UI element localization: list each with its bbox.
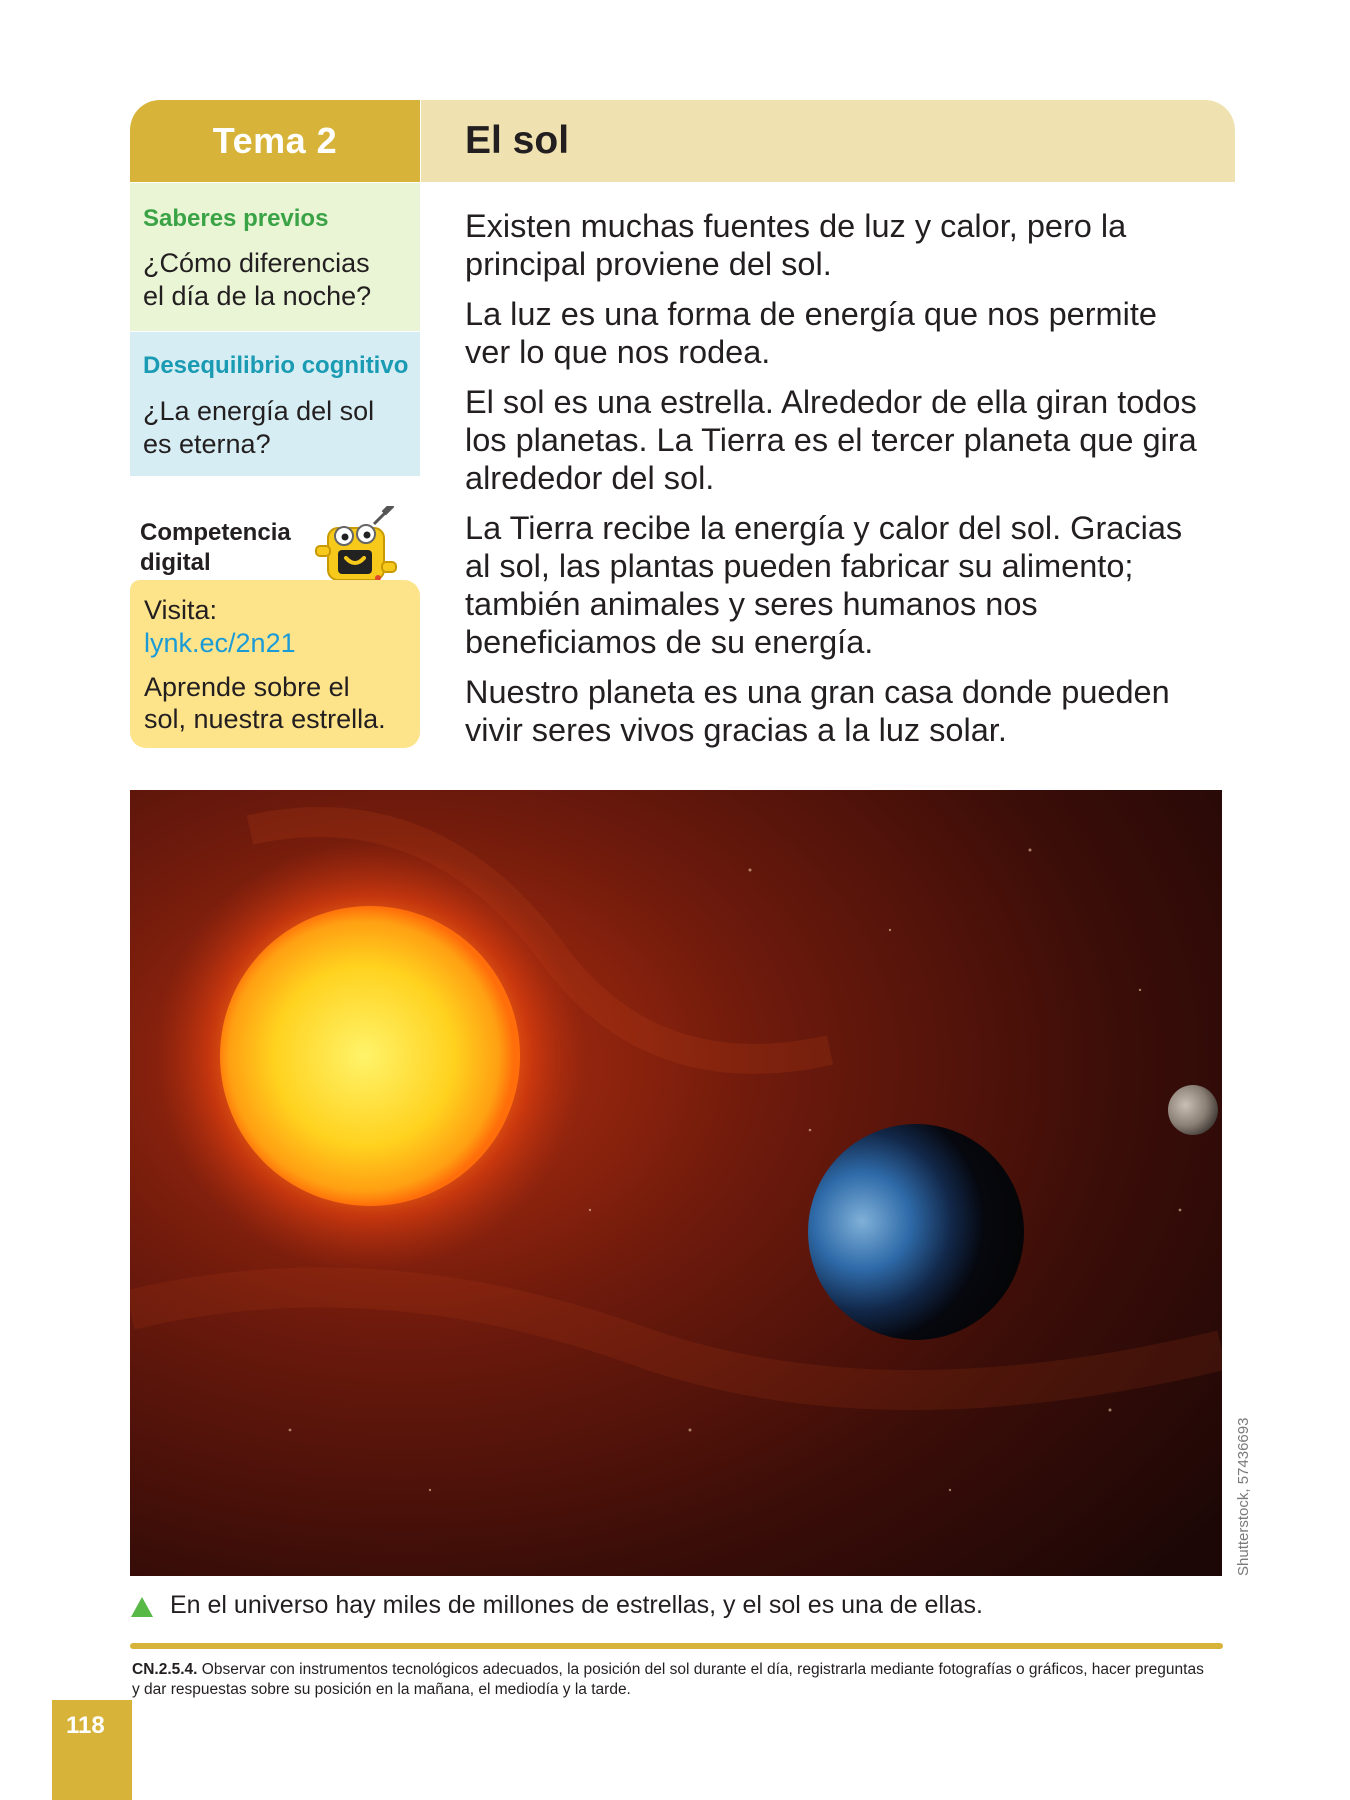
text-line: Nuestro planeta es una gran casa donde pueden: [465, 674, 1170, 710]
competencia-line: Competencia: [140, 519, 291, 546]
visita-word: Visita: [144, 595, 210, 625]
aprende-line-2: sol, nuestra estrella.: [144, 704, 386, 734]
text-line: alrededor del sol.: [465, 460, 715, 496]
title-band: [421, 100, 1235, 182]
aprende-word: Aprende: [144, 672, 247, 702]
curriculum-standard: [132, 1660, 1225, 1700]
standard-text-2: y dar respuestas sobre su posición en la mañana, el mediodía y la tarde.: [132, 1681, 631, 1698]
paragraph: [465, 207, 1245, 283]
aprende-line: [144, 671, 350, 703]
page-title: El sol: [465, 119, 570, 162]
paragraph: [465, 383, 1245, 497]
aprende-rest: sobre el: [246, 672, 350, 702]
text-line: al sol, las plantas pueden fabricar su alimento;: [465, 548, 1134, 584]
text-line: ver lo que nos rodea.: [465, 334, 771, 370]
saberes-previos-title: Saberes previos: [143, 205, 329, 232]
standard-text-1: Observar con instrumentos tecnológicos adecuados, la posición del sol durante el día, registrarla mediante fotografías o gráficos, hacer preguntas: [197, 1661, 1204, 1678]
desequilibrio-line: es eterna?: [143, 429, 271, 459]
tema-label: Tema 2: [212, 120, 338, 161]
text-line: también animales y seres humanos nos: [465, 586, 1038, 622]
text-line: Existen muchas fuentes de luz y calor, pero la: [465, 208, 1127, 244]
desequilibrio-question: [143, 395, 413, 461]
link-lynk[interactable]: lynk.ec/2n21: [144, 628, 296, 658]
text-line: La Tierra recibe la energía y calor del sol. Gracias: [465, 510, 1183, 546]
visita-line: [144, 594, 217, 626]
text-line: vivir seres vivos gracias a la luz solar.: [465, 712, 1007, 748]
desequilibrio-title: Desequilibrio cognitivo: [143, 352, 409, 379]
saberes-line: el día de la noche?: [143, 281, 372, 311]
paragraph: [465, 673, 1245, 749]
text-line: los planetas. La Tierra es el tercer planeta que gira: [465, 422, 1197, 458]
tema-badge: [130, 100, 420, 182]
footer-divider: [130, 1643, 1223, 1649]
standard-code: CN.2.5.4.: [132, 1661, 198, 1678]
desequilibrio-line: ¿La energía del sol: [143, 396, 375, 426]
saberes-previos-box: [130, 183, 420, 331]
text-line: La luz es una forma de energía que nos permite: [465, 296, 1157, 332]
competencia-digital-label: [140, 518, 310, 578]
competencia-line: digital: [140, 549, 211, 576]
text-line: principal proviene del sol.: [465, 246, 832, 282]
caption-triangle-icon: [131, 1597, 153, 1617]
photo-credit: Shutterstock, 57436693: [1235, 1417, 1252, 1576]
desequilibrio-cognitivo-box: [130, 332, 420, 476]
page-number: 118: [66, 1712, 105, 1739]
saberes-previos-question: [143, 247, 413, 313]
main-text: [465, 207, 1245, 761]
text-line: beneficiamos de su energía.: [465, 624, 874, 660]
paragraph: [465, 295, 1245, 371]
text-line: El sol es una estrella. Alrededor de ella giran todos: [465, 384, 1197, 420]
visita-colon: :: [209, 595, 218, 625]
paragraph: [465, 509, 1245, 661]
saberes-line: ¿Cómo diferencias: [143, 248, 370, 278]
photo-caption: En el universo hay miles de millones de estrellas, y el sol es una de ellas.: [170, 1591, 983, 1619]
competencia-digital-box: [130, 580, 420, 748]
sun-earth-photo: [130, 790, 1222, 1576]
